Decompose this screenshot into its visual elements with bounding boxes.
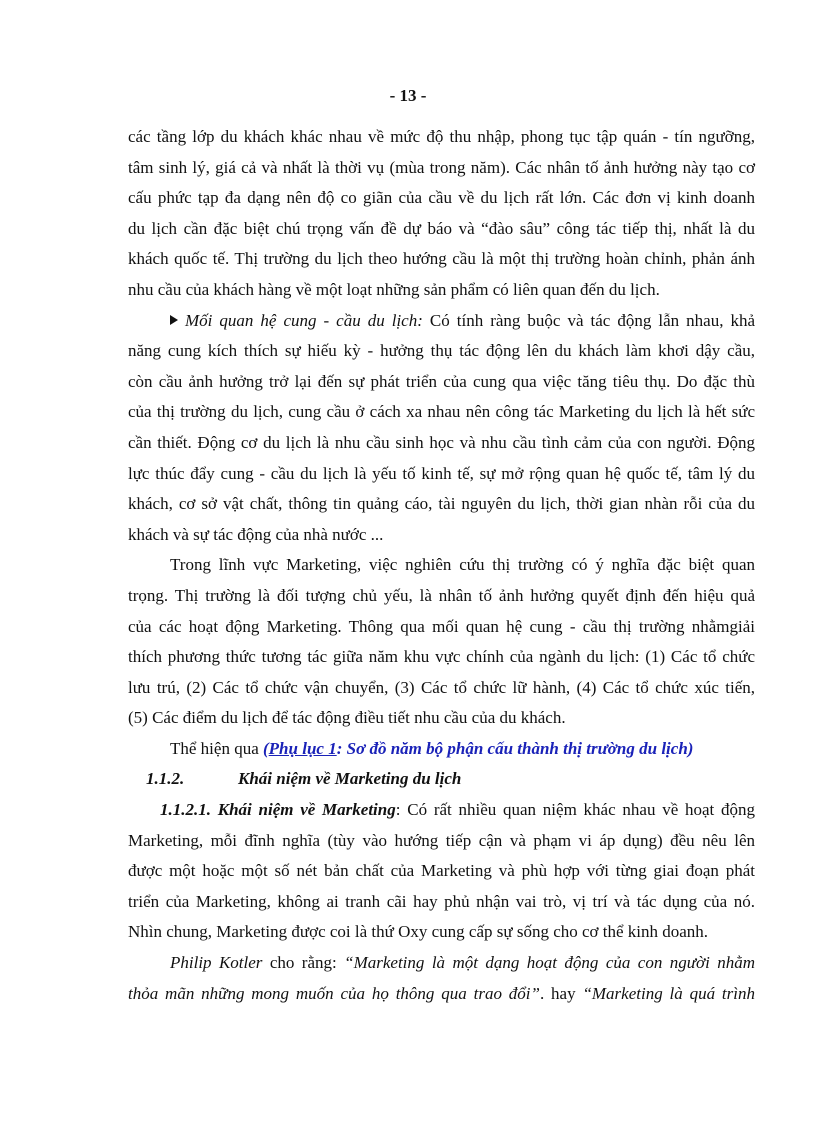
paragraph-kotler [128, 948, 755, 1009]
text-line: cần thiết. Động cơ du lịch là nhu cầu sinh học và nhu cầu tình cảm của con người. Động [128, 432, 755, 452]
text-line: nhu cầu của khách hàng về một loạt những sản phẩm có liên quan đến du lịch. [128, 279, 660, 299]
author-name: Philip Kotler [170, 953, 263, 973]
text-line [128, 948, 755, 979]
text-span: Thể hiện qua [170, 738, 263, 758]
text-span: cho rằng: [262, 953, 345, 973]
text-line: lưu trú, (2) Các tổ chức vận chuyển, (3) Các tổ chức lữ hành, (4) Các tổ chức xúc tiến, [128, 677, 755, 697]
paragraph-demand [128, 122, 755, 306]
text-line: khách, cơ sở vật chất, thông tin quảng cáo, tài nguyên du lịch, thời gian nhàn rỗi của du [128, 494, 755, 514]
page-number: - 13 - [389, 86, 427, 105]
quote: thỏa mãn những mong muốn của họ thông qua trao đổi” [128, 983, 540, 1003]
text-line: các tầng lớp du khách khác nhau về mức độ thu nhập, phong tục tập quán - tín ngưỡng, [128, 127, 755, 146]
text-line: tâm sinh lý, giá cả và nhất là thời vụ (mùa trong năm). Các nhân tố ảnh hưởng này tạo cơ [128, 157, 755, 177]
text-line: triển của Marketing, không ai tranh cãi hay phủ nhận vai trò, vị trí và tác dụng của nó. [128, 891, 755, 911]
text-line: thích phương thức tương tác giữa năm khu vực chính của ngành du lịch: (1) Các tổ chức [128, 647, 755, 667]
text-line: cấu phức tạp đa dạng nên độ co giãn của cầu về du lịch rất lớn. Các đơn vị kinh doanh [128, 188, 755, 208]
paragraph-supply-demand [128, 306, 755, 551]
text-line [128, 306, 755, 337]
text-line: khách quốc tế. Thị trường du lịch theo hướng cầu là một thị trường hoàn chỉnh, phản ánh [128, 249, 755, 269]
paragraph-market-research [128, 550, 755, 734]
text-line: du lịch cần đặc biệt chú trọng vấn đề dự báo và “đào sâu” công tác tiếp thị, nhất là du [128, 218, 755, 238]
section-number: 1.1.2. [146, 769, 185, 789]
paragraph-marketing-concept [128, 795, 755, 948]
appendix-link[interactable]: (Phụ lục 1: Sơ đồ năm bộ phận cấu thành thị trường du lịch) [263, 738, 694, 758]
text-line: Nhìn chung, Marketing được coi là thứ Oxy cung cấp sự sống cho cơ thể kinh doanh. [128, 922, 709, 942]
document-body [128, 122, 755, 1009]
text-line: khách và sự tác động của nhà nước ... [128, 524, 384, 544]
text-line: của thị trường du lịch, cung cầu ở cách xa nhau nên công tác Marketing du lịch là hết sức [128, 402, 755, 422]
appendix-reference [128, 734, 755, 765]
text-line: Marketing, mỗi đĩnh nghĩa (tùy vào hướng tiếp cận và phạm vi áp dụng) đều nêu lên [128, 830, 755, 850]
text-line: của các hoạt động Marketing. Thông qua mối quan hệ cung - cầu thị trường nhằmgiải [128, 616, 755, 636]
section-heading [128, 764, 755, 795]
quote: “Marketing là quá trình [582, 983, 755, 1003]
text-line: trọng. Thị trường là đối tượng chủ yếu, là nhân tố ảnh hưởng quyết định đến hiệu quả [128, 585, 755, 605]
text-line: lực thúc đẩy cung - cầu du lịch là yếu tố kinh tế, sự mở rộng quan hệ quốc tế, tâm lý du [128, 463, 755, 483]
text-span: : Có rất nhiều quan niệm khác nhau về hoạt động [395, 800, 756, 820]
quote: “Marketing là một dạng hoạt động của con người nhằm [344, 953, 756, 973]
subsection-title: 1.1.2.1. Khái niệm về Marketing [160, 800, 396, 820]
text-line: năng cung kích thích sự hiếu kỳ - hưởng thụ tác động lên du khách làm khơi dậy cầu, [128, 341, 755, 361]
text-line: (5) Các điểm du lịch để tác động điều tiết nhu cầu của du khách. [128, 708, 566, 728]
text-span: . hay [539, 983, 583, 1003]
text-line [128, 795, 755, 826]
text-line [128, 979, 755, 1010]
text-line: Trong lĩnh vực Marketing, việc nghiên cứu thị trường có ý nghĩa đặc biệt quan [170, 555, 755, 575]
text-line: được một hoặc một số nét bản chất của Marketing và phù hợp với từng giai đoạn phát [128, 861, 755, 881]
text-span: Có tính ràng buộc và tác động lẫn nhau, khả [422, 310, 755, 330]
bullet-title: Mối quan hệ cung - cầu du lịch: [185, 310, 423, 330]
text-line: còn cầu ảnh hưởng trở lại đến sự phát triển của cung qua việc tăng tiêu thụ. Do đặc thù [128, 371, 755, 391]
arrow-bullet-icon [170, 315, 178, 325]
section-title: Khái niệm về Marketing du lịch [238, 769, 462, 789]
